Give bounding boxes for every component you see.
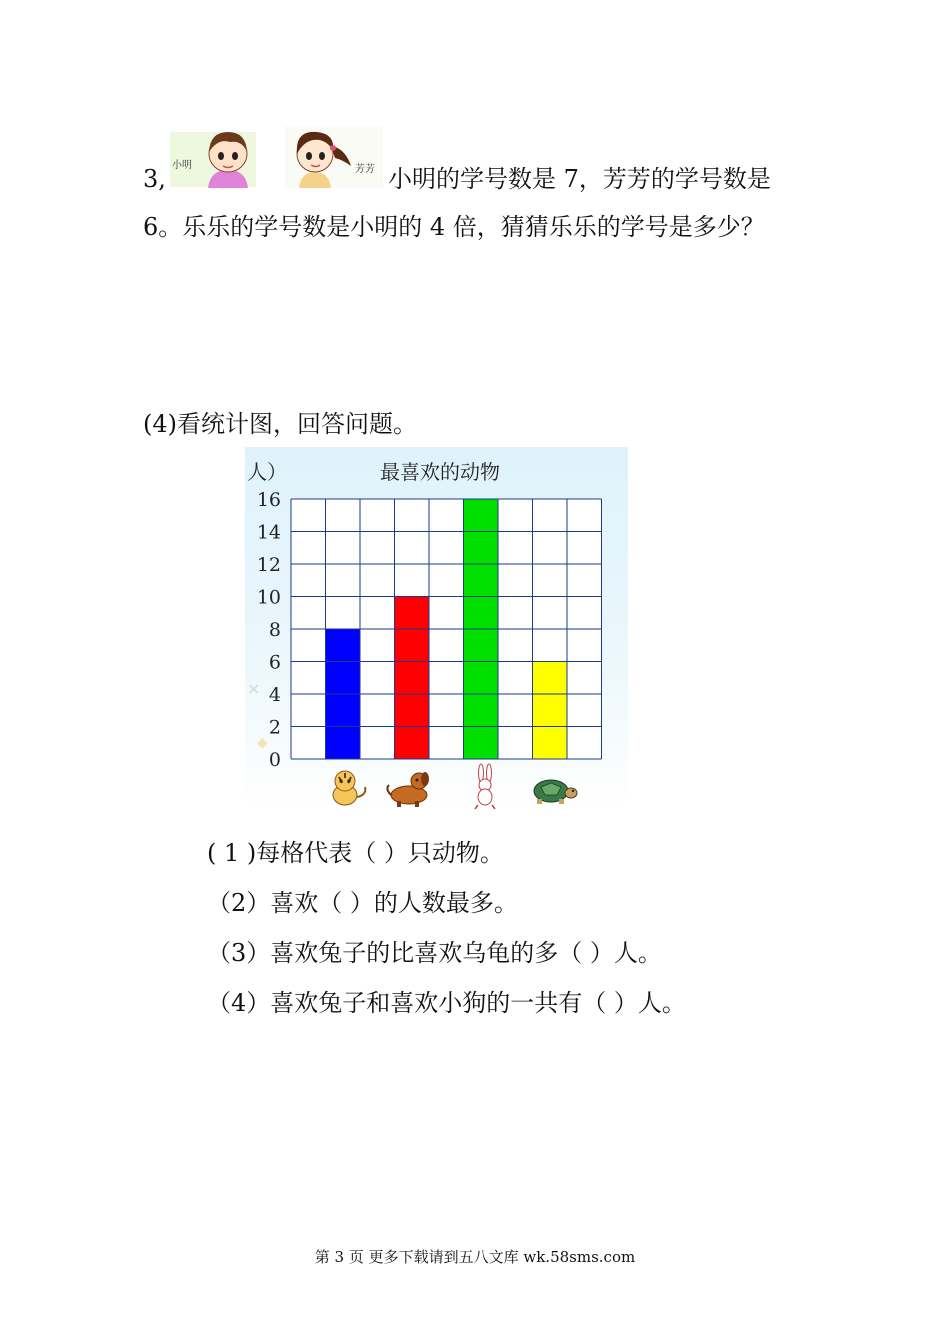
dog-icon bbox=[387, 772, 429, 807]
girl-illustration bbox=[285, 126, 383, 188]
decor-mark-1: ✕ bbox=[247, 680, 261, 699]
boy-label: 小明 bbox=[172, 160, 192, 171]
y-tick-label: 2 bbox=[268, 716, 281, 739]
y-tick-label: 10 bbox=[256, 586, 281, 609]
y-tick-label: 14 bbox=[256, 521, 281, 544]
girl-face-icon bbox=[285, 126, 355, 188]
question-4: （4）喜欢兔子和喜欢小狗的一共有（ ）人。 bbox=[207, 989, 686, 1017]
tiger-icon bbox=[333, 771, 365, 805]
bar-chart bbox=[245, 447, 628, 809]
y-tick-label: 12 bbox=[256, 554, 281, 576]
chart-title: 最喜欢的动物 bbox=[380, 460, 500, 484]
problem4-heading: (4)看统计图，回答问题。 bbox=[143, 410, 417, 438]
decor-mark-2: ◆ bbox=[257, 735, 268, 751]
bar-turtle bbox=[533, 662, 568, 760]
question-1: ( 1 )每格代表（ ）只动物。 bbox=[207, 839, 504, 867]
problem3-number: 3, bbox=[143, 165, 166, 193]
question-2: （2）喜欢（ ）的人数最多。 bbox=[207, 889, 518, 917]
chart-ylabel: 人） bbox=[247, 460, 287, 484]
rabbit-icon bbox=[475, 764, 495, 809]
y-tick-label: 4 bbox=[268, 684, 281, 706]
y-tick-label: 0 bbox=[268, 749, 281, 771]
boy-illustration bbox=[170, 126, 256, 188]
turtle-icon bbox=[534, 780, 577, 804]
page-footer: 第 3 页 更多下载请到五八文库 wk.58sms.com bbox=[314, 1248, 636, 1266]
y-tick-label: 8 bbox=[268, 619, 281, 641]
question-3: （3）喜欢兔子的比喜欢乌龟的多（ ）人。 bbox=[207, 939, 662, 967]
y-tick-label: 16 bbox=[256, 489, 281, 511]
problem3-line2: 6。乐乐的学号数是小明的 4 倍，猜猜乐乐的学号是多少？ bbox=[143, 213, 765, 241]
bar-chart-svg bbox=[245, 447, 628, 809]
y-tick-label: 6 bbox=[268, 651, 281, 674]
boy-face-icon bbox=[200, 126, 256, 188]
bar-dog bbox=[395, 597, 430, 760]
girl-label: 芳芳 bbox=[355, 164, 375, 175]
problem3-line1: 小明的学号数是 7，芳芳的学号数是 bbox=[388, 165, 771, 193]
